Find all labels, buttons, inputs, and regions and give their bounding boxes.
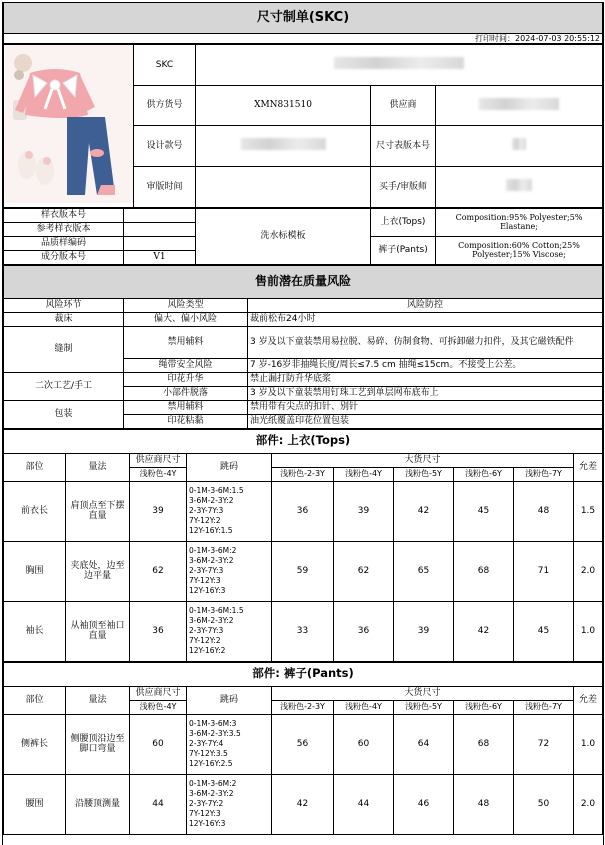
risk-stage: 包装 — [4, 400, 124, 428]
measure-method: 夹底处，边至边平量 — [66, 541, 130, 601]
review-time-label: 审版时间 — [134, 166, 196, 207]
tolerance-value: 1.0 — [574, 714, 603, 774]
skc-label: SKC — [134, 45, 196, 86]
bulk-value: 71 — [514, 541, 574, 601]
wash-label-template: 洗水标模板 — [196, 208, 371, 264]
table-row — [4, 774, 603, 834]
bulk-value: 48 — [454, 774, 514, 834]
bulk-size-name: 浅粉色-6Y — [454, 467, 514, 481]
design-no-value — [196, 126, 371, 167]
composition-version-label: 成分版本号 — [4, 250, 124, 264]
supplier-label: 供应商 — [371, 85, 436, 126]
page-title: 尺寸制单(SKC) — [4, 3, 603, 34]
supplier-value — [436, 85, 603, 126]
supplier-value: 62 — [130, 541, 187, 601]
bulk-value: 64 — [394, 714, 454, 774]
jump-values: 0-1M-3-6M:2 3-6M-2-3Y:2 2-3Y-7Y:2 7Y-12Y:3 12Y-16Y:3 — [187, 774, 272, 834]
bulk-size-name: 浅粉色-2-3Y — [272, 467, 334, 481]
risk-stage: 缝制 — [4, 326, 124, 372]
supplier-value: 39 — [130, 481, 187, 541]
part-name: 前衣长 — [4, 481, 66, 541]
bulk-value: 50 — [514, 774, 574, 834]
quality-code-value — [124, 236, 196, 250]
tolerance-value: 2.0 — [574, 541, 603, 601]
bulk-size-name: 浅粉色-6Y — [454, 700, 514, 714]
bulk-size-name: 浅粉色-4Y — [334, 700, 394, 714]
risk-header-control: 风险防控 — [248, 298, 603, 312]
bulk-value: 56 — [272, 714, 334, 774]
risk-stage: 裁床 — [4, 312, 124, 326]
table-row — [4, 601, 603, 661]
quality-code-label: 品质样编码 — [4, 236, 124, 250]
bulk-value: 68 — [454, 714, 514, 774]
col-tolerance: 允差 — [574, 686, 603, 714]
supplier-size-name: 浅粉色-4Y — [130, 700, 187, 714]
measure-method: 肩顶点至下摆直量 — [66, 481, 130, 541]
size-version-value — [436, 126, 603, 167]
risk-type: 小部件脱落 — [124, 386, 248, 400]
bulk-value: 65 — [394, 541, 454, 601]
bulk-value: 44 — [334, 774, 394, 834]
risk-header-type: 风险类型 — [124, 298, 248, 312]
ref-sample-label: 参考样衣版本 — [4, 222, 124, 236]
col-jump: 跳码 — [187, 686, 272, 714]
bulk-value: 42 — [394, 481, 454, 541]
table-row — [4, 541, 603, 601]
risk-type: 印花升华 — [124, 372, 248, 386]
supplier-item-label: 供方货号 — [134, 85, 196, 126]
risk-type: 印花粘黏 — [124, 414, 248, 428]
bulk-value: 62 — [334, 541, 394, 601]
col-jump: 跳码 — [187, 453, 272, 481]
risk-table — [3, 265, 603, 429]
risk-control: 油光纸覆盖印花位置包装 — [248, 414, 603, 428]
bulk-size-name: 浅粉色-4Y — [334, 467, 394, 481]
bulk-value: 36 — [334, 601, 394, 661]
composition-version-value: V1 — [124, 250, 196, 264]
product-image — [4, 45, 134, 207]
ref-sample-value — [124, 222, 196, 236]
bulk-size-name: 浅粉色-5Y — [394, 700, 454, 714]
col-supplier-size: 供应商尺寸 — [130, 453, 187, 467]
jump-values: 0-1M-3-6M:1.5 3-6M-2-3Y:2 2-3Y-7Y:3 7Y-12Y:2 12Y-16Y:2 — [187, 601, 272, 661]
bulk-value: 72 — [514, 714, 574, 774]
top-composition: Composition:95% Polyester;5% Elastane; — [436, 208, 603, 236]
risk-header-stage: 风险环节 — [4, 298, 124, 312]
col-tolerance: 允差 — [574, 453, 603, 481]
bulk-size-name: 浅粉色-7Y — [514, 700, 574, 714]
bulk-value: 42 — [454, 601, 514, 661]
bulk-value: 45 — [514, 601, 574, 661]
pants-label: 裤子(Pants) — [371, 236, 436, 264]
supplier-size-name: 浅粉色-4Y — [130, 467, 187, 481]
jump-values: 0-1M-3-6M:2 3-6M-2-3Y:2 2-3Y-7Y:3 7Y-12Y:3 12Y-16Y:3 — [187, 541, 272, 601]
tops-size-table — [3, 429, 603, 662]
version-table — [3, 208, 603, 265]
part-name: 胸围 — [4, 541, 66, 601]
design-no-label: 设计款号 — [134, 126, 196, 167]
supplier-item-value: XMN831510 — [196, 85, 371, 126]
tops-title: 部件: 上衣(Tops) — [4, 429, 603, 453]
size-spec-sheet — [2, 2, 604, 845]
buyer-label: 买手/审版师 — [371, 166, 436, 207]
risk-control: 7 岁-16岁非抽绳长度/周长≤7.5 cm 抽绳≤15cm。不接受上公差。 — [248, 358, 603, 372]
bulk-value: 60 — [334, 714, 394, 774]
supplier-value: 44 — [130, 774, 187, 834]
col-method: 量法 — [66, 453, 130, 481]
col-bulk-size: 大货尺寸 — [272, 686, 574, 700]
supplier-value: 36 — [130, 601, 187, 661]
col-part: 部位 — [4, 686, 66, 714]
risk-type: 偏大、偏小风险 — [124, 312, 248, 326]
size-version-label: 尺寸表版本号 — [371, 126, 436, 167]
risk-title: 售前潜在质量风险 — [4, 265, 603, 298]
part-name: 侧裤长 — [4, 714, 66, 774]
product-photo-svg — [5, 45, 133, 203]
tolerance-value: 2.0 — [574, 774, 603, 834]
risk-control: 禁止漏打防升华底浆 — [248, 372, 603, 386]
bulk-size-name: 浅粉色-7Y — [514, 467, 574, 481]
pants-composition: Composition:60% Cotton;25% Polyester;15% Viscose; — [436, 236, 603, 264]
bulk-value: 36 — [272, 481, 334, 541]
bulk-size-name: 浅粉色-2-3Y — [272, 700, 334, 714]
col-supplier-size: 供应商尺寸 — [130, 686, 187, 700]
top-label: 上衣(Tops) — [371, 208, 436, 236]
bulk-value: 48 — [514, 481, 574, 541]
bulk-value: 46 — [394, 774, 454, 834]
part-name: 腰围 — [4, 774, 66, 834]
measure-method: 侧腰顶沿边至脚口弯量 — [66, 714, 130, 774]
info-table — [3, 44, 603, 207]
part-name: 袖长 — [4, 601, 66, 661]
pants-title: 部件: 裤子(Pants) — [4, 662, 603, 686]
skc-value — [196, 45, 603, 86]
risk-control: 3 岁及以下童装禁用易拉脱、易碎、仿制食物、可拆卸磁力扣件，及其它磁铁配件 — [248, 326, 603, 358]
bulk-value: 45 — [454, 481, 514, 541]
jump-values: 0-1M-3-6M:1.5 3-6M-2-3Y:2 2-3Y-7Y:3 7Y-12Y:2 12Y-16Y:1.5 — [187, 481, 272, 541]
risk-type: 禁用辅料 — [124, 326, 248, 358]
supplier-value: 60 — [130, 714, 187, 774]
pants-size-table — [3, 662, 603, 835]
sample-version-value — [124, 208, 196, 222]
measure-method: 沿腰顶测量 — [66, 774, 130, 834]
title-table — [3, 2, 603, 44]
col-method: 量法 — [66, 686, 130, 714]
bulk-value: 68 — [454, 541, 514, 601]
bulk-value: 39 — [394, 601, 454, 661]
risk-stage: 二次工艺/手工 — [4, 372, 124, 400]
risk-type: 绳带安全风险 — [124, 358, 248, 372]
table-row — [4, 714, 603, 774]
tolerance-value: 1.5 — [574, 481, 603, 541]
tolerance-value: 1.0 — [574, 601, 603, 661]
bulk-value: 42 — [272, 774, 334, 834]
risk-type: 禁用辅料 — [124, 400, 248, 414]
col-part: 部位 — [4, 453, 66, 481]
buyer-value — [436, 166, 603, 207]
bulk-value: 59 — [272, 541, 334, 601]
col-bulk-size: 大货尺寸 — [272, 453, 574, 467]
jump-values: 0-1M-3-6M:3 3-6M-2-3Y:3.5 2-3Y-7Y:4 7Y-12Y:3.5 12Y-16Y:2.5 — [187, 714, 272, 774]
risk-control: 裁前松布24小时 — [248, 312, 603, 326]
bulk-size-name: 浅粉色-5Y — [394, 467, 454, 481]
review-time-value — [196, 166, 371, 207]
table-row — [4, 481, 603, 541]
sample-version-label: 样衣版本号 — [4, 208, 124, 222]
measure-method: 从袖顶至袖口直量 — [66, 601, 130, 661]
bulk-value: 39 — [334, 481, 394, 541]
risk-control: 3 岁及以下童装禁用钉珠工艺到单层网布底布上 — [248, 386, 603, 400]
print-time: 打印时间：2024-07-03 20:55:12 — [4, 34, 603, 44]
bulk-value: 33 — [272, 601, 334, 661]
risk-control: 禁用带有尖点的扣针、别针 — [248, 400, 603, 414]
